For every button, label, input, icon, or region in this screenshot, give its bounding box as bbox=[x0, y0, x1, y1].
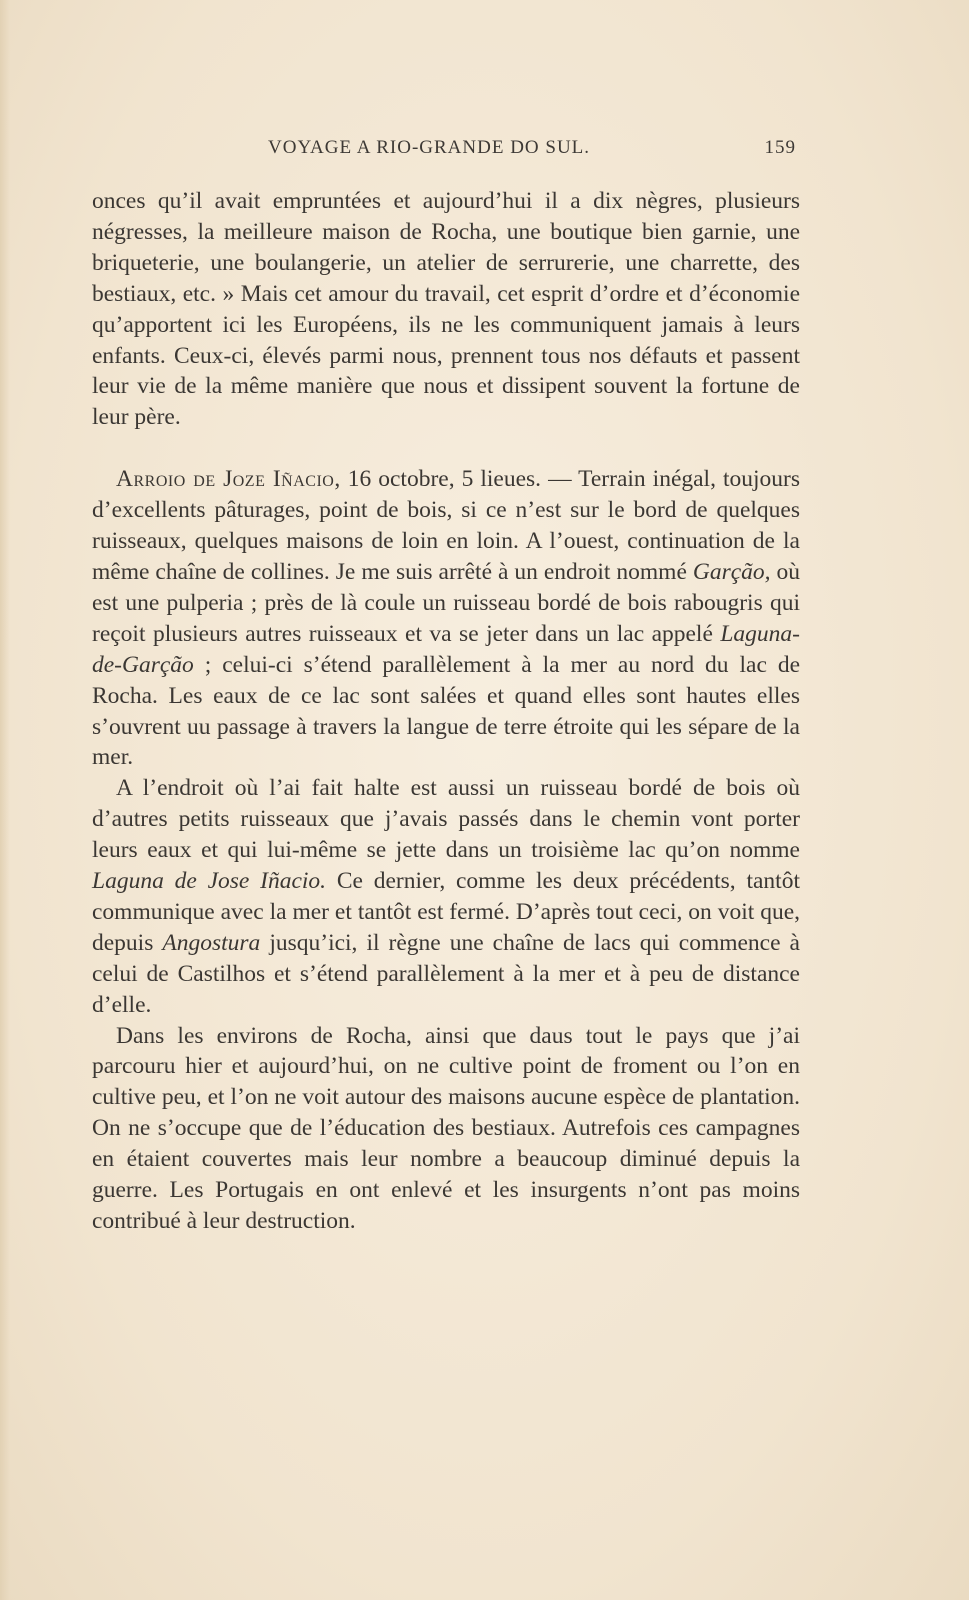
page-number: 159 bbox=[764, 137, 796, 158]
paragraph-2-text-b: où est une pulperia ; près de là coule un ruisseau bordé de bois rabougris qui reçoit plusieurs autres ruisseaux et va se jeter dans un lac appelé bbox=[92, 558, 801, 647]
running-head-title: VOYAGE A RIO-GRANDE DO SUL. bbox=[268, 137, 591, 158]
paragraph-3-text-c: jusqu’ici, il règne une chaîne de lacs qui commence à celui de Castilhos et s’étend parallèlement à la mer et à peu de distance d’elle. bbox=[92, 929, 800, 1018]
paragraph-1: onces qu’il avait empruntées et aujourd’hui il a dix nègres, plusieurs négresses, la meilleure maison de Rocha, une boutique bien garnie, une briqueterie, une boulangerie, un atelier de serrurerie, une charrette, des bestiaux, etc. » Mais cet amour du travail, cet esprit d’ordre et d’économie qu’apportent ici les Européens, ils ne les communiquent jamais à leurs enfants. Ceux-ci, élevés parmi nous, prennent tous nos défauts et passent leur vie de la même manière que nous et dissipent souvent la fortune de leur père. bbox=[92, 188, 800, 431]
paragraph-4: Dans les environs de Rocha, ainsi que daus tout le pays que j’ai parcouru hier et aujourd’hui, on ne cultive point de froment ou l’on en cultive peu, et l’on ne voit autour des maisons aucune espèce de plantation. On ne s’occupe que de l’éducation des bestiaux. Autrefois ces campagnes en étaient couvertes mais leur nombre a beaucoup diminué depuis la guerre. Les Portugais en ont enlevé et les insurgents n’ont pas moins contribué à leur destruction. bbox=[92, 1022, 800, 1234]
paragraph-2-text-a: 16 octobre, 5 lieues. — Terrain inégal, toujours d’excellents pâturages, point de bois, si ce n’est sur le bord de quelques ruisseaux, quelques maisons de loin en loin. A l’ouest, continuation de la même chaîne de collines. Je me suis arrêté à un endroit nommé bbox=[92, 466, 800, 585]
paragraph-2-text-c: ; celui-ci s’étend parallèlement à la mer au nord du lac de Rocha. Les eaux de ce lac sont salées et quand elles sont hautes elles s’ouvrent uu passage à travers la langue de terre étroite qui les sépare de la mer. bbox=[92, 651, 800, 771]
page-edge-shadow bbox=[0, 0, 10, 1600]
body-text bbox=[92, 186, 800, 1237]
entry-heading: Arroio de Joze Iñacio, bbox=[116, 466, 341, 493]
place-name-laguna-de-garcao: Laguna-de-Garção bbox=[92, 620, 800, 678]
running-head bbox=[90, 137, 796, 161]
place-name-angostura: Angostura bbox=[162, 929, 261, 956]
paragraph-3-text-b: Ce dernier, comme les deux précédents, tantôt communique avec la mer et tantôt est fermé. D’après tout ceci, on voit que, depuis bbox=[92, 868, 800, 956]
place-name-garcao: Garção, bbox=[692, 558, 771, 585]
paragraph-3-text-a: A l’endroit où l’ai fait halte est aussi un ruisseau bordé de bois où d’autres petits ruisseaux que j’avais passés dans le chemin vont porter leurs eaux et qui lui-même se jette dans un troisième lac qu’on nomme bbox=[92, 775, 800, 864]
paragraph-3 bbox=[92, 773, 800, 1020]
place-name-laguna-de-jose-inacio: Laguna de Jose Iñacio. bbox=[92, 868, 327, 895]
paragraph-2 bbox=[92, 464, 800, 773]
